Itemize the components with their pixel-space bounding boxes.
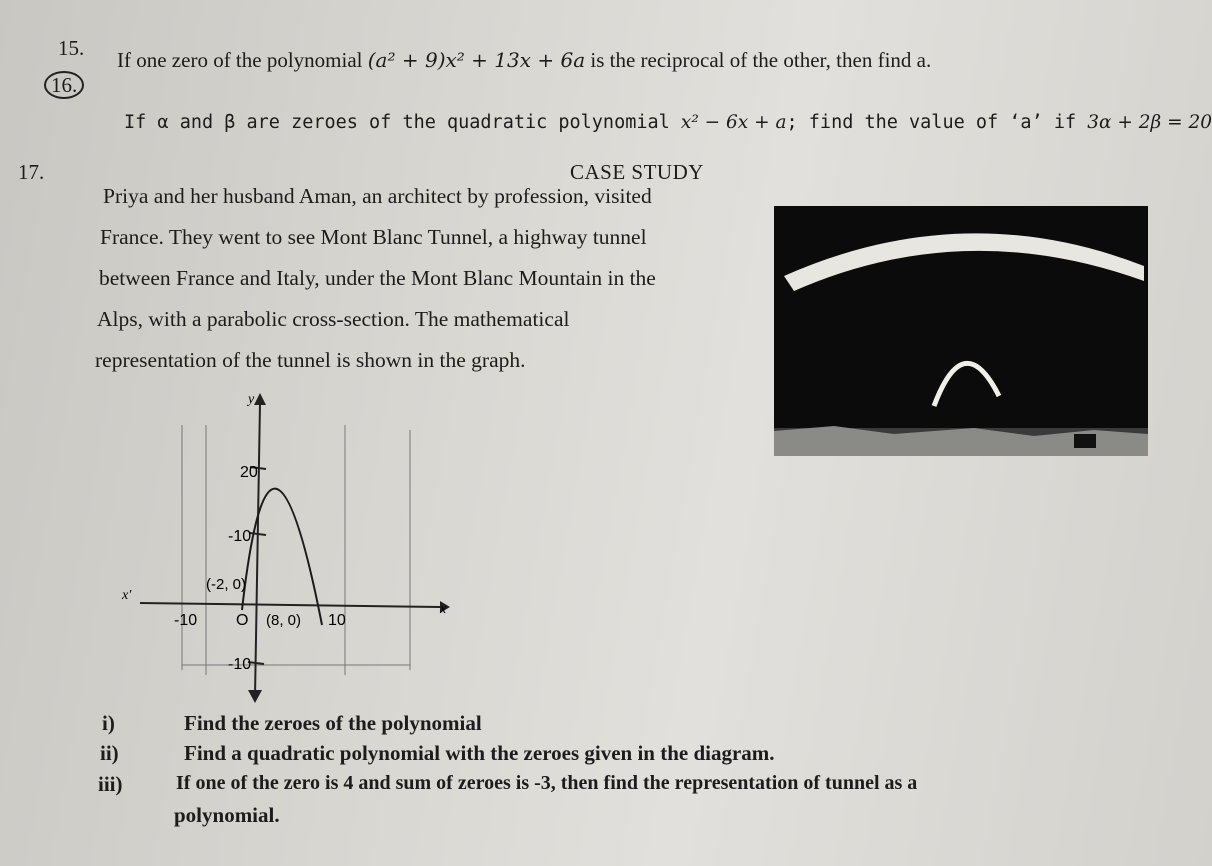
tunnel-graph bbox=[100, 385, 460, 705]
question-16-circle: 16. bbox=[44, 71, 84, 99]
q16-text-before: If α and β are zeroes of the quadratic polynomial bbox=[124, 112, 681, 133]
subq-2-text: Find a quadratic polynomial with the zeroes given in the diagram. bbox=[184, 741, 775, 765]
question-15-number: 15. bbox=[58, 36, 85, 60]
y-axis-arrow-up bbox=[254, 393, 266, 405]
q15-text-before: If one zero of the polynomial bbox=[117, 48, 368, 72]
case-study-line-2: France. They went to see Mont Blanc Tunnel, a highway tunnel bbox=[100, 225, 647, 249]
q16-condition: 3α + 2β = 20 bbox=[1087, 112, 1212, 133]
case-study-line-5: representation of the tunnel is shown in the graph. bbox=[95, 348, 526, 372]
q15-text-after: is the reciprocal of the other, then find a. bbox=[585, 48, 932, 72]
question-17-number: 17. bbox=[18, 160, 45, 184]
y-axis-label: y bbox=[248, 392, 255, 407]
y-tick-label-20: 20 bbox=[240, 464, 258, 481]
y-tick-label-minus10: -10 bbox=[228, 656, 252, 673]
point-label-right: (8, 0) bbox=[266, 612, 302, 629]
case-study-heading: CASE STUDY bbox=[570, 160, 704, 184]
subq-1-number: i) bbox=[102, 711, 115, 735]
subq-2-number: ii) bbox=[100, 741, 119, 765]
subq-1-text: Find the zeroes of the polynomial bbox=[184, 711, 482, 735]
case-study-line-3: between France and Italy, under the Mont Blanc Mountain in the bbox=[99, 266, 656, 290]
y-tick-label-10: -10 bbox=[228, 528, 252, 545]
question-16-number bbox=[44, 73, 84, 98]
origin-label: O bbox=[236, 612, 249, 629]
q16-math: x² − 6x + a bbox=[680, 112, 787, 133]
point-label-left: (-2, 0) bbox=[206, 576, 247, 593]
y-axis-arrow-down bbox=[248, 690, 262, 703]
question-16-text bbox=[124, 112, 1212, 133]
y-axis bbox=[255, 403, 260, 697]
case-study-line-1: Priya and her husband Aman, an architect by profession, visited bbox=[103, 184, 652, 208]
x-tick-label-minus10: -10 bbox=[174, 612, 198, 629]
x-axis bbox=[140, 603, 440, 607]
subq-3-text: If one of the zero is 4 and sum of zeroes is -3, then find the representation of tunnel as a bbox=[176, 772, 918, 794]
x-tick-label-10: 10 bbox=[328, 612, 346, 629]
x-axis-label-left: x′ bbox=[122, 588, 132, 603]
case-study-line-4: Alps, with a parabolic cross-section. The mathematical bbox=[97, 307, 570, 331]
question-15-text bbox=[117, 48, 931, 73]
q16-text-middle: ; find the value of ‘a’ if bbox=[786, 112, 1088, 133]
subq-3-continuation: polynomial. bbox=[174, 803, 280, 827]
x-axis-label: x bbox=[440, 602, 447, 617]
subq-3-number: iii) bbox=[98, 772, 123, 796]
tunnel-photo bbox=[774, 206, 1148, 456]
q15-math: (a² + 9)x² + 13x + 6a bbox=[367, 48, 586, 72]
